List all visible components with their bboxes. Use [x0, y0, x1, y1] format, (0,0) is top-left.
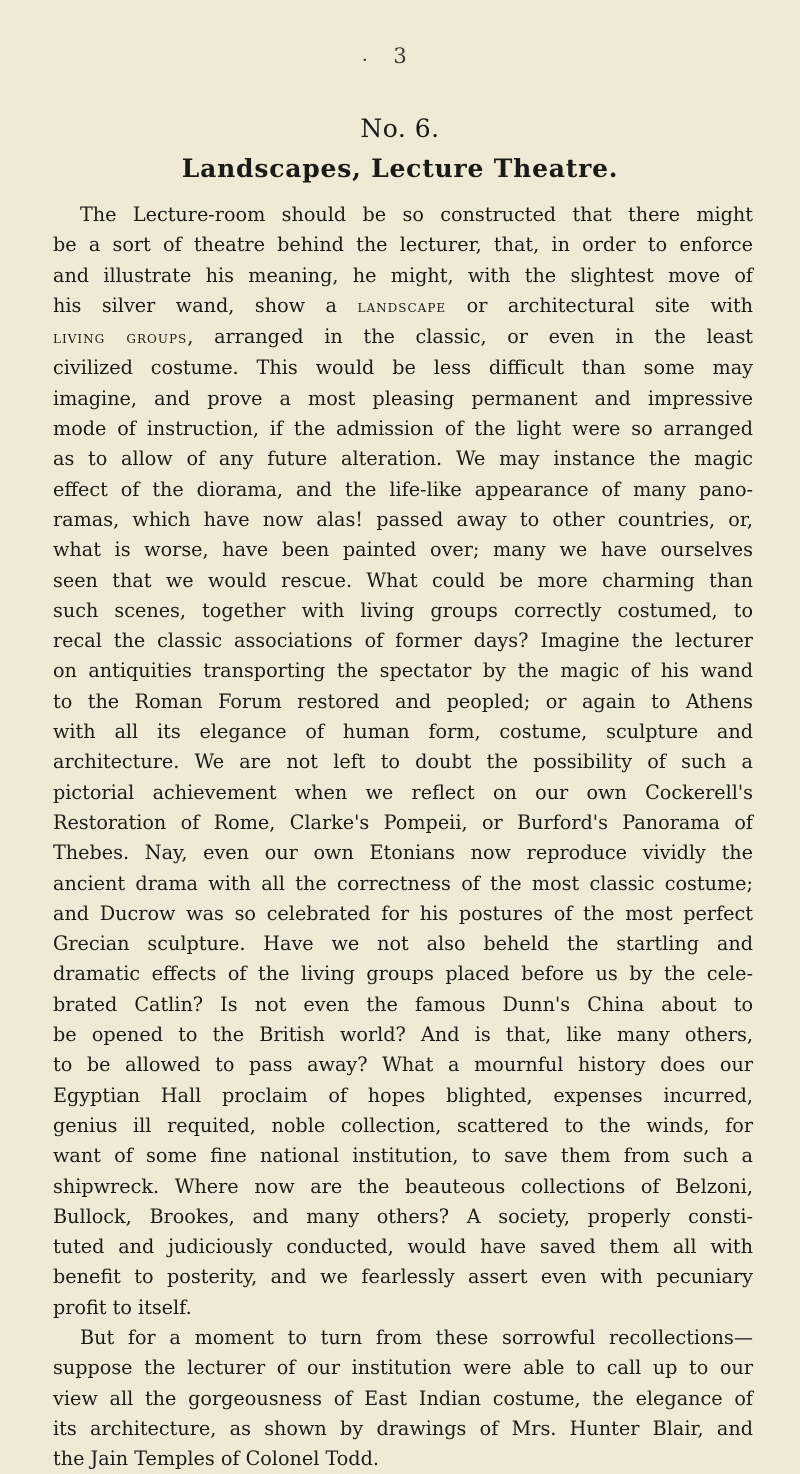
text-line: mode of instruction, if the admission of the light were so arranged — [53, 417, 753, 441]
text-line: and illustrate his meaning, he might, with the slightest move of — [53, 263, 753, 287]
small-caps-text: landscape — [357, 296, 447, 317]
text-line: profit to itself. — [53, 1295, 192, 1319]
text-line: recal the classic associations of former days? Imagine the lecturer — [53, 629, 753, 653]
text-line: to the Roman Forum restored and peopled; or again to Athens — [53, 689, 753, 713]
body-text — [53, 200, 753, 1474]
text-line: Bullock, Brookes, and many others? A society, properly consti- — [53, 1204, 753, 1228]
text-line: to be allowed to pass away? What a mournful history does our — [53, 1053, 753, 1077]
text-line: shipwreck. Where now are the beauteous collections of Belzoni, — [53, 1174, 753, 1198]
text-line: the Jain Temples of Colonel Todd. — [53, 1447, 379, 1471]
text-line: genius ill requited, noble collection, scattered to the winds, for — [53, 1113, 753, 1137]
text-line: civilized costume. This would be less difficult than some may — [53, 356, 753, 380]
text-line: imagine, and prove a most pleasing permanent and impressive — [53, 386, 753, 410]
text-line: be a sort of theatre behind the lecturer, that, in order to enforce — [53, 233, 753, 257]
text-line: Restoration of Rome, Clarke's Pompeii, or Burford's Panorama of — [53, 810, 753, 834]
text-line: and Ducrow was so celebrated for his postures of the most perfect — [53, 901, 753, 925]
text-line: what is worse, have been painted over; many we have ourselves — [53, 538, 753, 562]
text-line: suppose the lecturer of our institution were able to call up to our — [53, 1356, 753, 1380]
text-line: as to allow of any future alteration. We may instance the magic — [53, 447, 753, 471]
text-line: benefit to posterity, and we fearlessly assert even with pecuniary — [53, 1265, 753, 1289]
text-line: brated Catlin? Is not even the famous Dunn's China about to — [53, 992, 753, 1016]
section-number: No. 6. — [360, 114, 440, 143]
text-line: tuted and judiciously conducted, would have saved them all with — [53, 1235, 753, 1259]
text-line: view all the gorgeousness of East Indian costume, the elegance of — [53, 1386, 753, 1410]
text-line: its architecture, as shown by drawings of Mrs. Hunter Blair, and — [53, 1416, 753, 1440]
text-line: ancient drama with all the correctness of the most classic costume; — [53, 871, 753, 895]
text-line: dramatic effects of the living groups placed before us by the cele- — [53, 962, 753, 986]
text-line: ramas, which have now alas! passed away to other countries, or, — [53, 507, 753, 531]
stray-mark: · — [362, 50, 368, 71]
text-line: Thebes. Nay, even our own Etonians now reproduce vividly the — [53, 841, 753, 865]
page-number-text: 3 — [393, 44, 407, 68]
text-line: living groups, arranged in the classic, or even in the least — [53, 325, 753, 349]
text-line: effect of the diorama, and the life-like appearance of many pano- — [53, 477, 753, 501]
text-line: architecture. We are not left to doubt the possibility of such a — [53, 750, 753, 774]
text-line: seen that we would rescue. What could be more charming than — [53, 568, 753, 592]
text-line: on antiquities transporting the spectator by the magic of his wand — [53, 659, 753, 683]
text-line: pictorial achievement when we reflect on our own Cockerell's — [53, 780, 753, 804]
text-line: But for a moment to turn from these sorrowful recollections— — [80, 1325, 753, 1349]
small-caps-text: living groups — [53, 328, 188, 349]
text-line: The Lecture-room should be so constructed that there might — [80, 203, 753, 226]
text-line: with all its elegance of human form, costume, sculpture and — [53, 720, 753, 744]
text-line: such scenes, together with living groups correctly costumed, to — [53, 598, 753, 622]
text-line: Grecian sculpture. Have we not also beheld the startling and — [53, 932, 753, 956]
text-line: be opened to the British world? And is that, like many others, — [53, 1023, 753, 1047]
text-line: Egyptian Hall proclaim of hopes blighted, expenses incurred, — [53, 1083, 753, 1107]
text-line: his silver wand, show a landscape or architectural site with — [53, 293, 754, 317]
page-number — [0, 44, 800, 71]
section-title: Landscapes, Lecture Theatre. — [181, 154, 619, 183]
text-line: want of some fine national institution, to save them from such a — [53, 1144, 753, 1168]
